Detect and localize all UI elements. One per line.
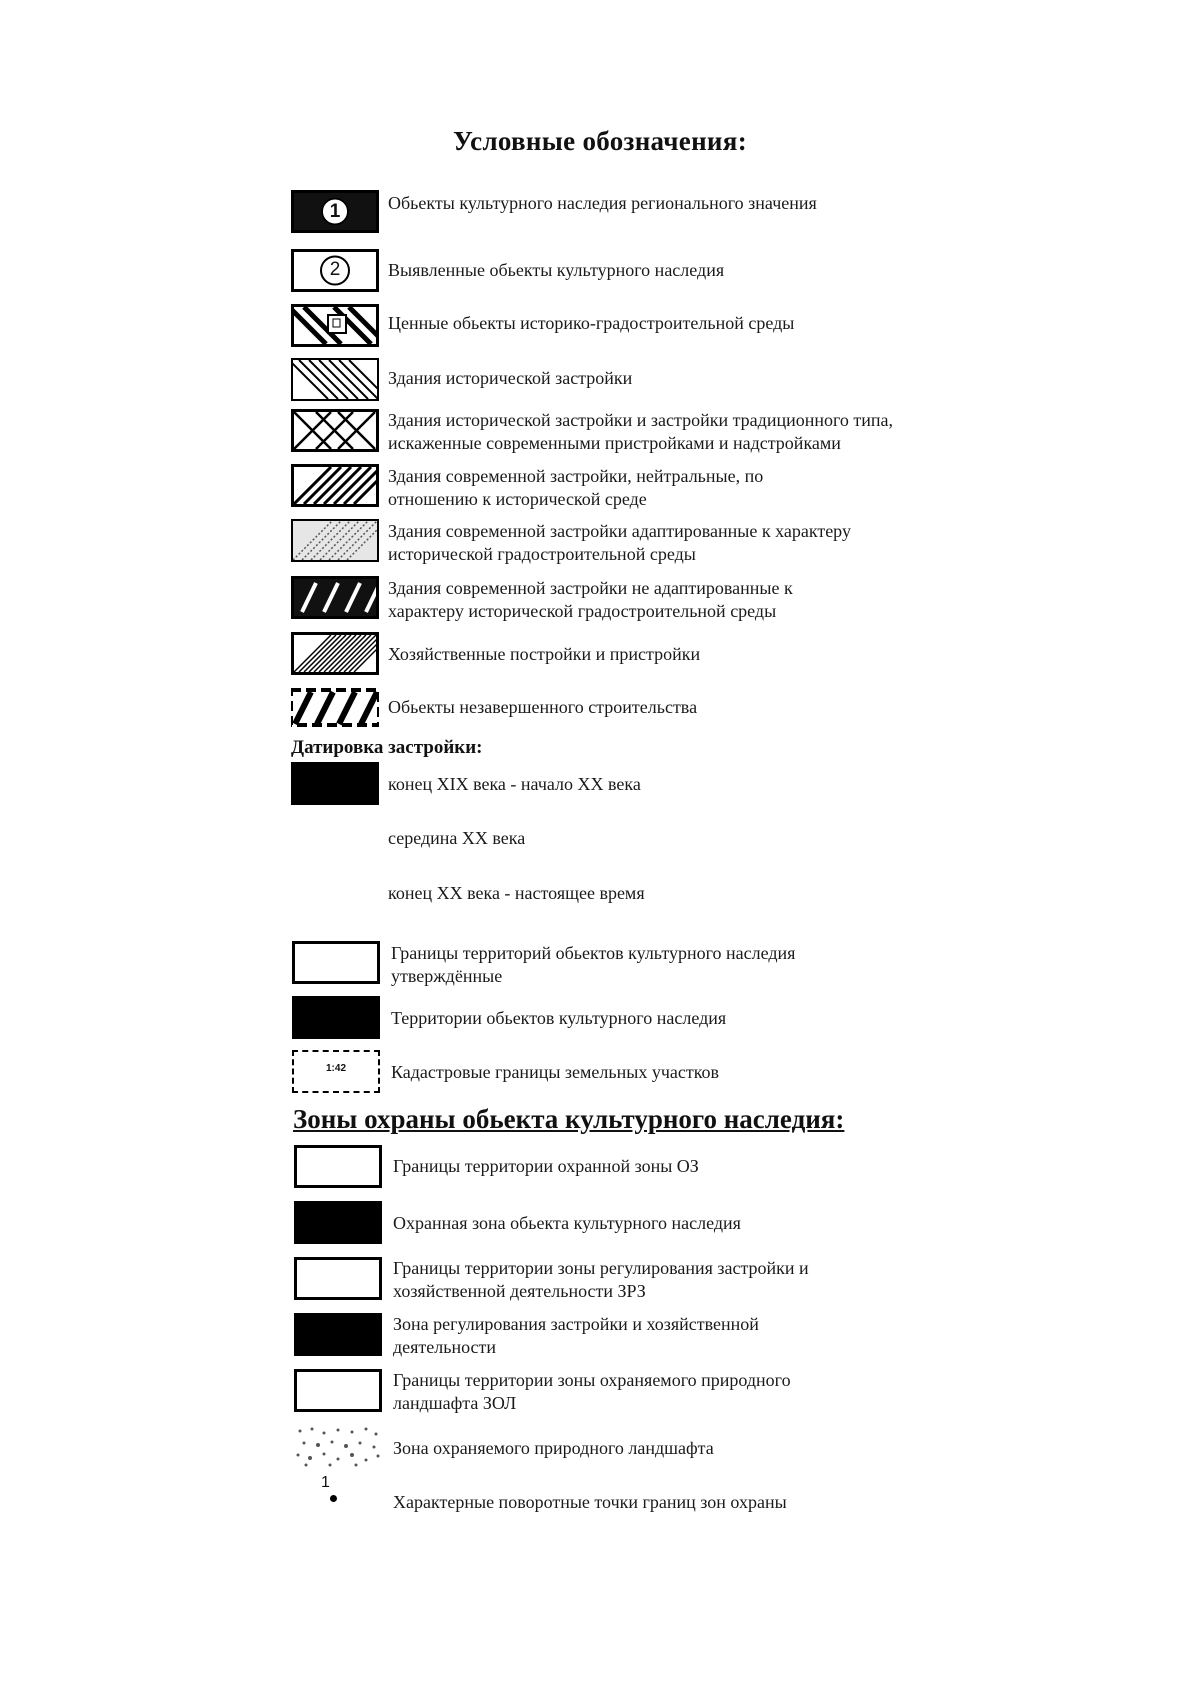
swatch-zrz-zone [294,1313,382,1356]
swatch-outbuildings [291,632,379,675]
label-cadastral: Кадастровые границы земельных участков [391,1062,720,1082]
turning-point-number: 1 [321,1474,330,1491]
label-historic-buildings: Здания исторической застройки [388,368,633,388]
cadastral-code: 1:42 [325,1063,346,1074]
label-outbuildings: Хозяйственные постройки и пристройки [388,644,701,664]
label-identified-heritage: Выявленные обьекты культурного наследия [388,260,725,280]
label-valuable-objects: Ценные обьекты историко-градостроительной среды [388,313,795,333]
label-zrz-zone: Зона регулирования застройки и хозяйственной деятельности [393,1314,759,1357]
swatch-historic-buildings [291,358,379,401]
label-modern-adapted: Здания современной застройки адаптированные к характеру исторической градостроительной среды [388,521,851,564]
badge-1: 1 [329,201,341,222]
swatch-modern-neutral [291,464,379,507]
swatch-unfinished [291,686,379,729]
swatch-modern-not-adapted [291,576,379,619]
label-zol-borders: Границы территории зоны охраняемого природного ландшафта ЗОЛ [393,1370,791,1413]
swatch-modern-adapted [291,519,379,562]
swatch-regional-heritage [291,190,379,233]
label-unfinished: Обьекты незавершенного строительства [388,697,698,717]
label-modern-not-adapted: Здания современной застройки не адаптированные к характеру исторической градостроительной среды [388,578,793,621]
swatch-distorted-historic [291,409,379,452]
label-modern-neutral: Здания современной застройки, нейтральные, по отношению к исторической среде [388,466,764,509]
swatch-valuable-objects [291,304,379,347]
swatch-dating-xix [291,762,379,805]
label-dating-late-xx: конец XX века - настоящее время [388,883,645,903]
label-oz-borders: Границы территории охранной зоны ОЗ [393,1156,699,1176]
label-regional-heritage: Обьекты культурного наследия регионального значения [388,193,817,213]
swatch-identified-heritage [291,249,379,292]
swatch-cadastral [292,1050,380,1093]
swatch-oz-zone [294,1201,382,1244]
swatch-oz-borders [294,1145,382,1188]
swatch-heritage-territories [292,996,380,1039]
label-distorted-historic: Здания исторической застройки и застройки традиционного типа, искаженные современными пристройками и надстройками [388,410,894,453]
swatch-zol-borders [294,1369,382,1412]
turning-point-dot [330,1495,337,1502]
badge-2: 2 [329,259,341,280]
zones-heading: Зоны охраны обьекта культурного наследия: [293,1104,845,1134]
swatch-zol-zone [294,1425,382,1468]
label-heritage-borders: Границы территорий обьектов культурного наследия утверждённые [391,943,796,986]
swatch-zrz-borders [294,1257,382,1300]
swatch-heritage-borders [292,941,380,984]
label-dating-xix: конец XIX века - начало XX века [388,774,641,794]
label-zol-zone: Зона охраняемого природного ландшафта [393,1438,714,1458]
label-oz-zone: Охранная зона обьекта культурного наследия [393,1213,741,1233]
legend-title: Условные обозначения: [452,126,747,156]
label-dating-mid-xx: середина XX века [388,828,526,848]
label-turning-points: Характерные поворотные точки границ зон охраны [393,1492,787,1512]
label-heritage-territories: Территории обьектов культурного наследия [391,1008,727,1028]
dating-heading: Датировка застройки: [291,737,483,758]
label-zrz-borders: Границы территории зоны регулирования застройки и хозяйственной деятельности ЗРЗ [393,1258,809,1301]
